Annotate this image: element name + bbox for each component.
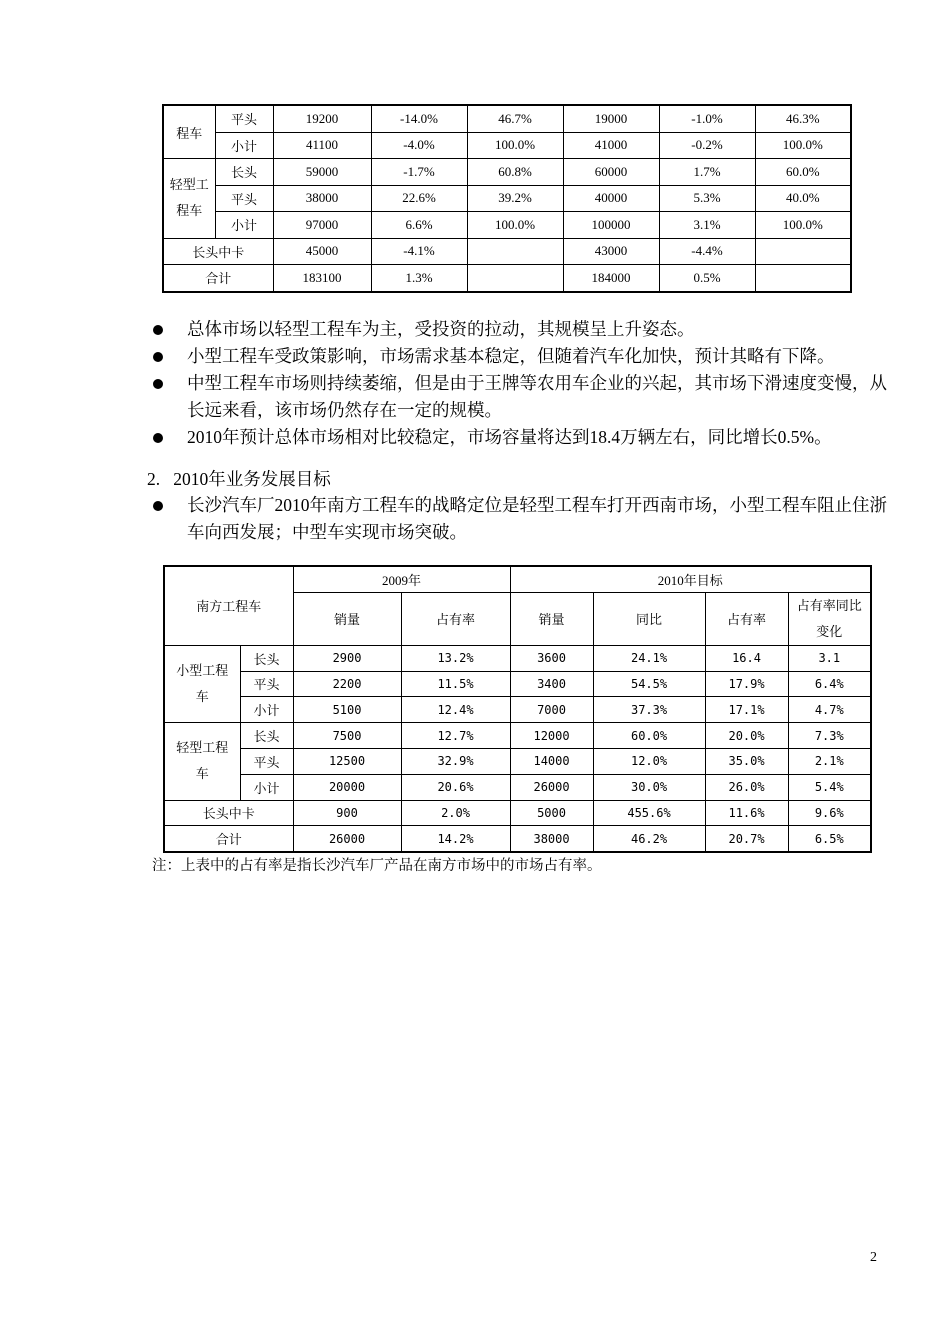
table-cell: 3600 xyxy=(510,645,593,671)
table-row xyxy=(164,671,871,697)
table-cell: 17.9% xyxy=(705,671,788,697)
table-cell: 12500 xyxy=(293,748,401,774)
bullet-icon xyxy=(153,352,163,362)
table-cell: 37.3% xyxy=(593,697,705,723)
table-row xyxy=(163,212,851,239)
table-cell: 100000 xyxy=(563,212,659,239)
table-cell: 14.2% xyxy=(401,826,510,852)
row-sub-label: 小计 xyxy=(240,774,293,800)
row-label: 长头中卡 xyxy=(163,238,273,265)
list-item-text: 2010年预计总体市场相对比较稳定，市场容量将达到18.4万辆左右，同比增长0.5%。 xyxy=(187,427,832,447)
section-heading: 2. 2010年业务发展目标 xyxy=(147,469,331,489)
row-label: 长头中卡 xyxy=(164,800,293,826)
bullet-icon xyxy=(153,501,163,511)
row-group-label: 程车 xyxy=(163,105,215,159)
table-cell: 2.1% xyxy=(788,748,871,774)
row-sub-label: 长头 xyxy=(240,645,293,671)
table-cell: 40.0% xyxy=(755,185,851,212)
market-analysis-list xyxy=(150,316,890,451)
row-sub-label: 长头 xyxy=(240,723,293,749)
col-header-sales: 销量 xyxy=(293,592,401,645)
table-cell: 2.0% xyxy=(401,800,510,826)
table-cell: 100.0% xyxy=(755,212,851,239)
table-cell: 100.0% xyxy=(755,132,851,159)
row-label: 合计 xyxy=(164,826,293,852)
row-sub-label: 平头 xyxy=(240,671,293,697)
list-item xyxy=(150,492,890,546)
col-header-share: 占有率 xyxy=(401,592,510,645)
table-cell: 26000 xyxy=(510,774,593,800)
table-cell: 19000 xyxy=(563,105,659,132)
table-cell: 2900 xyxy=(293,645,401,671)
table-cell: 100.0% xyxy=(467,212,563,239)
table-cell: 184000 xyxy=(563,265,659,292)
row-group-label: 轻型工程车 xyxy=(163,159,215,239)
table-cell: 46.7% xyxy=(467,105,563,132)
table-cell: 20000 xyxy=(293,774,401,800)
table-cell: 100.0% xyxy=(467,132,563,159)
table-cell: 900 xyxy=(293,800,401,826)
row-sub-label: 平头 xyxy=(215,185,273,212)
table-cell: 5100 xyxy=(293,697,401,723)
table-cell: 46.3% xyxy=(755,105,851,132)
table-row xyxy=(164,774,871,800)
list-item-text: 小型工程车受政策影响，市场需求基本稳定，但随着汽车化加快，预计其略有下降。 xyxy=(187,346,835,366)
table-cell: 26000 xyxy=(293,826,401,852)
table-cell xyxy=(467,265,563,292)
table-cell: 38000 xyxy=(273,185,371,212)
table-cell: 3.1 xyxy=(788,645,871,671)
table-cell: 3.1% xyxy=(659,212,755,239)
table-cell: 30.0% xyxy=(593,774,705,800)
list-item-text: 总体市场以轻型工程车为主，受投资的拉动，其规模呈上升姿态。 xyxy=(187,319,695,339)
market-forecast-table xyxy=(162,104,852,293)
table-cell: 4.7% xyxy=(788,697,871,723)
table-cell: -0.2% xyxy=(659,132,755,159)
table-cell: 183100 xyxy=(273,265,371,292)
table-cell: 11.6% xyxy=(705,800,788,826)
table-cell xyxy=(467,238,563,265)
col-header-sales: 销量 xyxy=(510,592,593,645)
table-cell xyxy=(755,238,851,265)
table-cell: 20.7% xyxy=(705,826,788,852)
table-cell: 17.1% xyxy=(705,697,788,723)
bullet-icon xyxy=(153,325,163,335)
table-cell: 32.9% xyxy=(401,748,510,774)
table-cell: 1.3% xyxy=(371,265,467,292)
table-cell: 14000 xyxy=(510,748,593,774)
table-cell: 45000 xyxy=(273,238,371,265)
table-row xyxy=(164,800,871,826)
table-cell: 11.5% xyxy=(401,671,510,697)
row-group-label: 轻型工程车 xyxy=(164,723,240,800)
table-cell: 3400 xyxy=(510,671,593,697)
table-row xyxy=(164,748,871,774)
table-cell: 455.6% xyxy=(593,800,705,826)
table-cell: 59000 xyxy=(273,159,371,186)
list-item xyxy=(150,424,890,451)
table-cell: 54.5% xyxy=(593,671,705,697)
table-cell: 12.4% xyxy=(401,697,510,723)
table-cell: 6.5% xyxy=(788,826,871,852)
table-cell: -4.4% xyxy=(659,238,755,265)
table-cell: 12.0% xyxy=(593,748,705,774)
table-row xyxy=(164,697,871,723)
row-sub-label: 平头 xyxy=(240,748,293,774)
row-sub-label: 长头 xyxy=(215,159,273,186)
table-cell: 97000 xyxy=(273,212,371,239)
table-cell: 60000 xyxy=(563,159,659,186)
table-cell: -4.0% xyxy=(371,132,467,159)
table-cell: 5.4% xyxy=(788,774,871,800)
row-label: 合计 xyxy=(163,265,273,292)
table-row xyxy=(163,265,851,292)
table-row xyxy=(164,826,871,852)
list-item-text: 中型工程车市场则持续萎缩，但是由于王牌等农用车企业的兴起，其市场下滑速度变慢，从长远来看，该市场仍然存在一定的规模。 xyxy=(187,373,887,420)
table-cell: -4.1% xyxy=(371,238,467,265)
table-cell: 7500 xyxy=(293,723,401,749)
south-engineering-truck-table xyxy=(163,565,872,853)
table-cell: 40000 xyxy=(563,185,659,212)
table-cell: 1.7% xyxy=(659,159,755,186)
row-sub-label: 平头 xyxy=(215,105,273,132)
table-note: 注：上表中的占有率是指长沙汽车厂产品在南方市场中的市场占有率。 xyxy=(152,858,602,874)
table-cell: 60.8% xyxy=(467,159,563,186)
table-cell: 24.1% xyxy=(593,645,705,671)
col-header-yoy: 同比 xyxy=(593,592,705,645)
table-cell: 38000 xyxy=(510,826,593,852)
table-cell: 12.7% xyxy=(401,723,510,749)
table-row xyxy=(164,723,871,749)
table-cell: 43000 xyxy=(563,238,659,265)
row-sub-label: 小计 xyxy=(215,132,273,159)
strategy-list xyxy=(150,492,890,546)
col-header-share: 占有率 xyxy=(705,592,788,645)
table-cell: 20.6% xyxy=(401,774,510,800)
table-header-row xyxy=(164,566,871,592)
table-cell: 16.4 xyxy=(705,645,788,671)
table-cell: 6.6% xyxy=(371,212,467,239)
table-cell: 46.2% xyxy=(593,826,705,852)
table-row xyxy=(163,238,851,265)
table-cell: 41100 xyxy=(273,132,371,159)
bullet-icon xyxy=(153,433,163,443)
row-sub-label: 小计 xyxy=(240,697,293,723)
table-cell: 39.2% xyxy=(467,185,563,212)
table-cell: 9.6% xyxy=(788,800,871,826)
table-cell: 12000 xyxy=(510,723,593,749)
table-cell: 5000 xyxy=(510,800,593,826)
table-cell: 26.0% xyxy=(705,774,788,800)
header-2010-target: 2010年目标 xyxy=(510,566,871,592)
table-corner-header: 南方工程车 xyxy=(164,566,293,645)
header-2009: 2009年 xyxy=(293,566,510,592)
table-cell: 60.0% xyxy=(593,723,705,749)
list-item xyxy=(150,370,890,424)
table-cell: 0.5% xyxy=(659,265,755,292)
bullet-icon xyxy=(153,379,163,389)
table-row xyxy=(163,105,851,132)
list-item xyxy=(150,316,890,343)
col-header-share-change: 占有率同比变化 xyxy=(788,592,871,645)
table-cell: 19200 xyxy=(273,105,371,132)
table-row xyxy=(163,159,851,186)
table-cell: 22.6% xyxy=(371,185,467,212)
list-item xyxy=(150,343,890,370)
table-cell: 2200 xyxy=(293,671,401,697)
table-cell: 7.3% xyxy=(788,723,871,749)
table-cell: 60.0% xyxy=(755,159,851,186)
row-sub-label: 小计 xyxy=(215,212,273,239)
table-cell: 35.0% xyxy=(705,748,788,774)
table-row xyxy=(163,132,851,159)
table-cell: 41000 xyxy=(563,132,659,159)
table-row xyxy=(164,645,871,671)
table-cell: 5.3% xyxy=(659,185,755,212)
row-group-label: 小型工程车 xyxy=(164,645,240,722)
table-cell: -14.0% xyxy=(371,105,467,132)
table-cell: 7000 xyxy=(510,697,593,723)
table-cell: -1.0% xyxy=(659,105,755,132)
table-cell: 13.2% xyxy=(401,645,510,671)
table-cell: -1.7% xyxy=(371,159,467,186)
table-cell xyxy=(755,265,851,292)
list-item-text: 长沙汽车厂2010年南方工程车的战略定位是轻型工程车打开西南市场，小型工程车阻止住浙车向西发展；中型车实现市场突破。 xyxy=(187,495,887,542)
table-row xyxy=(163,185,851,212)
page-number: 2 xyxy=(870,1250,877,1265)
table-cell: 6.4% xyxy=(788,671,871,697)
table-cell: 20.0% xyxy=(705,723,788,749)
